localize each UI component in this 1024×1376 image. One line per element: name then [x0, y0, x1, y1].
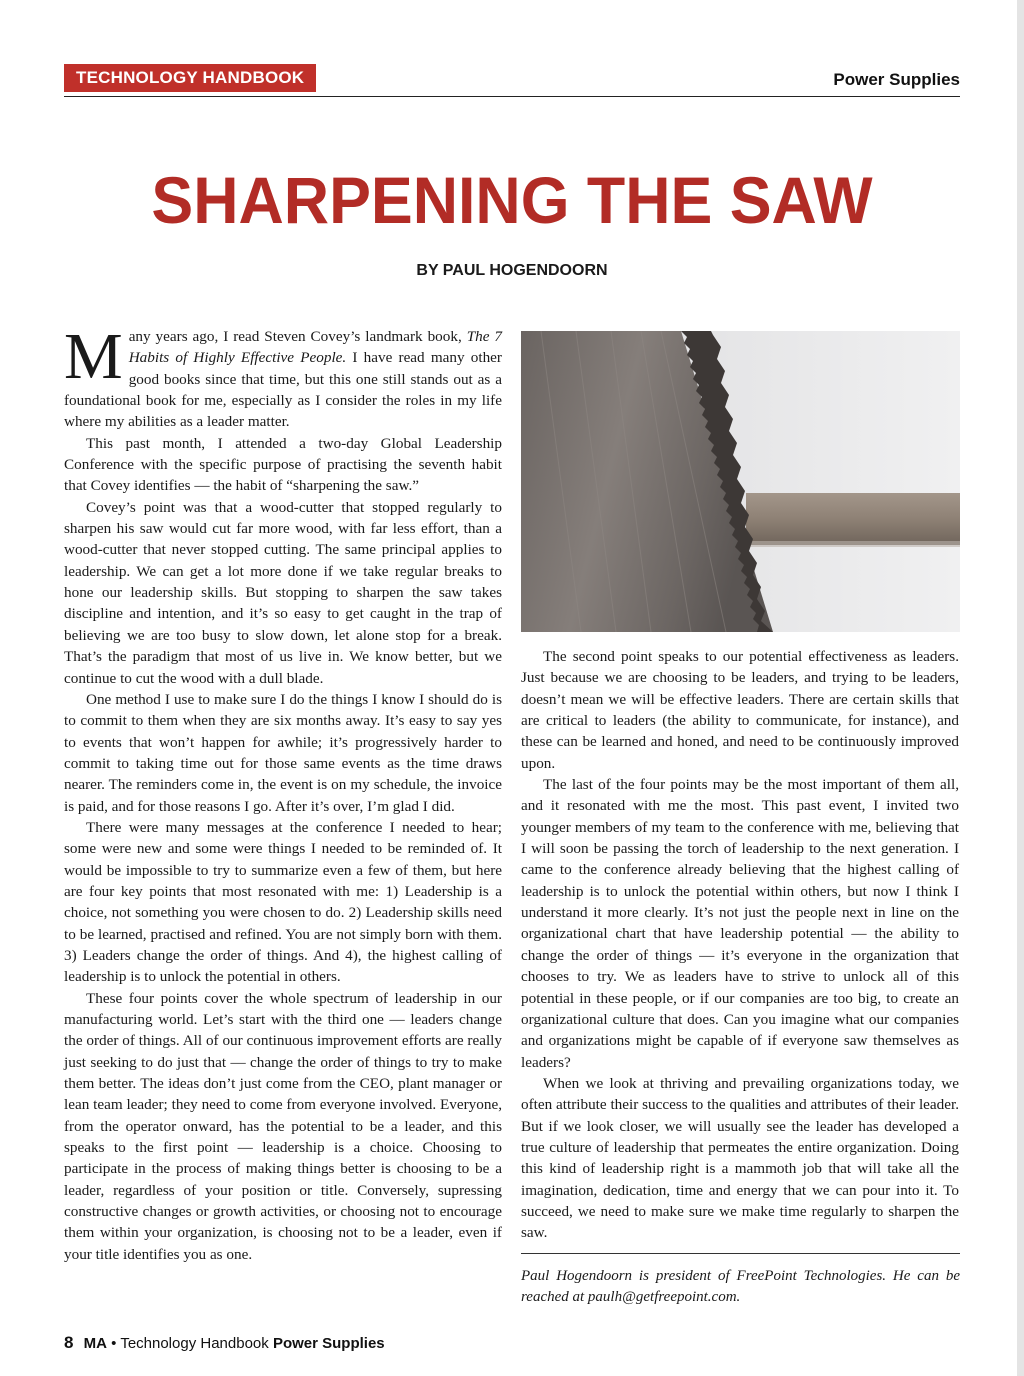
- page-number: 8: [64, 1333, 74, 1352]
- author-bio: Paul Hogendoorn is president of FreePoint Technologies. He can be reached at paulh@getfreepoint.com.: [521, 1268, 960, 1305]
- section-tag: TECHNOLOGY HANDBOOK: [64, 64, 316, 92]
- paragraph-2: This past month, I attended a two-day Global Leadership Conference with the specific purpose of practising the seventh habit that Covey identifies — the habit of “sharpening the saw.”: [64, 434, 502, 495]
- footer-section: Technology Handbook: [120, 1335, 269, 1352]
- p1-rest: I have read many other good books since that time, but this one still stands out as a foundational book for me, especially as I consider the roles in my life where my abilities as a leader matter.: [64, 349, 502, 431]
- right-column: [521, 646, 959, 1244]
- header-topic: Power Supplies: [833, 70, 960, 89]
- book-title: The 7 Habits of Highly Effective People.: [128, 328, 503, 367]
- article-byline: BY PAUL HOGENDOORN: [416, 262, 608, 279]
- page-edge: [1017, 0, 1024, 1376]
- page-footer: [64, 1333, 385, 1353]
- paragraph-9: When we look at thriving and prevailing organizations today, we often attribute their success to the qualities and attributes of their leader. But if we look closer, we will usually see the leader has developed a true culture of leadership that permeates the entire organization. Doing this kind of leadership right is a mammoth job that will take all the imagination, dedication, time and energy that we can pour into it. To succeed, we need to make sure we make time regularly to sharpen the saw.: [521, 1074, 959, 1242]
- header-rule: [64, 96, 960, 97]
- paragraph-3: Covey’s point was that a wood-cutter that stopped regularly to sharpen his saw would cut far more wood, with far less effort, than a wood-cutter that never stopped cutting. The same principal applies to leadership. We can get a lot more done if we take regular breaks to hone our leadership skills. But stopping to sharpen the saw takes discipline and intention, and it’s so easy to get caught in the trap of believing we are too busy to slow down, let alone stop for a break. That’s the paradigm that most of us live in. We know better, but we continue to cut the wood with a dull blade.: [64, 498, 502, 687]
- footer-separator: •: [111, 1335, 117, 1352]
- paragraph-1: [64, 320, 503, 433]
- drop-cap: M: [64, 320, 123, 393]
- footer-magazine: MA: [83, 1335, 107, 1352]
- bio-rule: [521, 1253, 960, 1254]
- paragraph-8: The last of the four points may be the most important of them all, and it resonated with me the most. This past event, I invited two younger members of my team to the conference with me, believing that I will soon be passing the torch of leadership to the next generation. I came to the conference already believing that the highest calling of leadership is to unlock the potential within others, but now I think I understand it more clearly. It’s not just the people next in line on the organizational chart that have leadership potential — the ability to change the order of things — it’s everyone in the organization that chooses to try. We as leaders have to strive to unlock all of this potential in these people, or if our companies are too big, to create an organizational culture that does. Can you imagine what our companies and organizations might be capable of if everyone saw themselves as leaders?: [521, 776, 959, 1071]
- paragraph-6: These four points cover the whole spectrum of leadership in our manufacturing world. Let’s start with the third one — leaders change the order of things. All of our continuous improvement efforts are really just seeking to do just that — change the order of things to try to make them better. The ideas don’t just come from the CEO, plant manager or lean team leader; they need to come from everyone involved. Everyone, from the operator onward, has the potential to be a leader, and this speaks to the first point — leadership is a choice. Choosing to participate in the process of making things better is choosing to be a leader, regardless of your position or title. Conversely, supressing constructive changes or growth activities, or choosing not to encourage them within your organization, is choosing not to be a leader, even if your title identifies you as one.: [64, 989, 502, 1263]
- footer-topic: Power Supplies: [272, 1335, 385, 1352]
- paragraph-4: One method I use to make sure I do the things I know I should do is to commit to them when they are six months away. It’s easy to say yes to events that won’t happen for awhile; it’s progressively harder to commit to taking time out for those same events as the time draws nearer. The reminders come in, the event is on my schedule, the invoice is paid, and for those reasons I go. After it’s over, I’m glad I did.: [64, 690, 502, 815]
- paragraph-7: The second point speaks to our potential effectiveness as leaders. Just because we are choosing to be leaders, and trying to be leaders, doesn’t mean we will be effective leaders. There are certain skills that are critical to leaders (the ability to communicate, for instance), and these can be learned and honed, and need to be continuously improved upon.: [521, 648, 959, 772]
- article-title: SHARPENING THE SAW: [151, 163, 873, 237]
- left-column: [64, 320, 503, 1265]
- saw-photo: [521, 331, 960, 632]
- paragraph-5: There were many messages at the conference I needed to hear; some were new and some were things I needed to be reminded of. It would be impossible to try to summarize even a few of them, but here are four key points that most resonated with me: 1) Leadership is a choice, not something you were chosen to do. 2) Leadership skills need to be learned, practised and refined. You are not simply born with them. 3) Leaders change the order of things. And 4), the highest calling of leadership is to unlock the potential in others.: [64, 818, 502, 986]
- p1-lead: any years ago, I read Steven Covey’s landmark book,: [128, 328, 467, 345]
- saw-illustration: [521, 331, 960, 632]
